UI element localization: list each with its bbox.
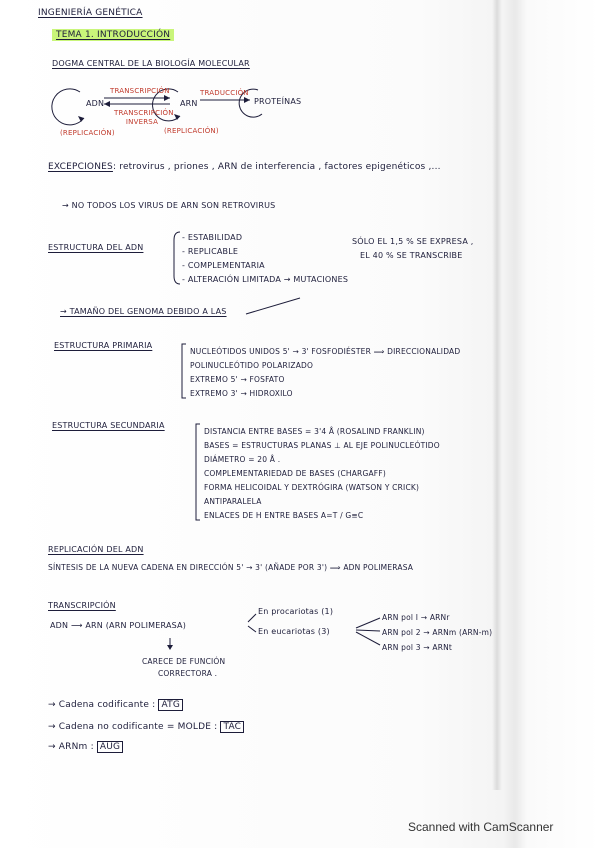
primary-structure-label: ESTRUCTURA PRIMARIA bbox=[54, 341, 153, 350]
topic-highlight: TEMA 1. INTRODUCCIÓN bbox=[52, 29, 174, 41]
primary-item-4: EXTREMO 3' → HIDROXILO bbox=[190, 389, 293, 398]
replication-heading: REPLICACIÓN DEL ADN bbox=[48, 545, 144, 554]
secondary-item-7: ENLACES DE H ENTRE BASES A=T / G≡C bbox=[204, 511, 364, 520]
corrector-note-2: CORRECTORA . bbox=[158, 669, 218, 678]
arn-label: ARN bbox=[180, 99, 198, 108]
adn-label: ADN bbox=[86, 99, 105, 108]
exceptions-text: : retrovirus , priones , ARN de interferencia , factores epigenéticos ,... bbox=[112, 162, 441, 172]
pol3-text: ARN pol 3 → ARNt bbox=[382, 643, 453, 652]
proteins-label: PROTEÍNAS bbox=[254, 97, 302, 106]
template-strand-label: → Cadena no codificante = MOLDE : bbox=[48, 722, 218, 732]
replication-left-label: (REPLICACIÓN) bbox=[60, 129, 115, 137]
dna-prop-3: - COMPLEMENTARIA bbox=[182, 261, 265, 270]
transcription-heading: TRANSCRIPCIÓN bbox=[48, 601, 116, 610]
secondary-bracket bbox=[196, 424, 200, 520]
coding-strand-line bbox=[48, 700, 183, 711]
template-strand-line bbox=[48, 722, 244, 733]
coding-strand-label: → Cadena codificante : bbox=[48, 700, 156, 710]
expression-note-1: SÓLO EL 1,5 % SE EXPRESA , bbox=[352, 237, 474, 246]
pol2-text: ARN pol 2 → ARNm (ARN-m) bbox=[382, 628, 493, 637]
expression-note-2: EL 40 % SE TRANSCRIBE bbox=[360, 251, 463, 260]
secondary-item-2: BASES = ESTRUCTURAS PLANAS ⊥ AL EJE POLINUCLEÓTIDO bbox=[204, 441, 440, 450]
secondary-item-5: FORMA HELICOIDAL Y DEXTRÓGIRA (WATSON Y CRICK) bbox=[204, 483, 420, 492]
secondary-structure-label: ESTRUCTURA SECUNDARIA bbox=[52, 421, 165, 430]
exceptions-line bbox=[48, 162, 441, 173]
page-title: INGENIERÍA GENÉTICA bbox=[38, 8, 143, 18]
dna-prop-1: - ESTABILIDAD bbox=[182, 233, 243, 242]
primary-item-3: EXTREMO 5' → FOSFATO bbox=[190, 375, 285, 384]
transcription-main: ADN ⟶ ARN (ARN POLIMERASA) bbox=[50, 621, 187, 630]
transcription-label: TRANSCRIPCIÓN bbox=[110, 87, 170, 95]
dna-prop-2: - REPLICABLE bbox=[182, 247, 239, 256]
dogma-heading: DOGMA CENTRAL DE LA BIOLOGÍA MOLECULAR bbox=[52, 59, 250, 68]
translation-label: TRADUCCIÓN bbox=[200, 89, 249, 97]
template-strand-codon: TAC bbox=[220, 721, 244, 733]
corrector-note-1: CARECE DE FUNCIÓN bbox=[142, 657, 226, 666]
camscanner-watermark: Scanned with CamScanner bbox=[408, 820, 554, 834]
primary-bracket bbox=[182, 344, 186, 398]
mrna-line bbox=[48, 742, 123, 753]
replication-text: SÍNTESIS DE LA NUEVA CADENA EN DIRECCIÓN 5' → 3' (AÑADE POR 3') ⟹ ADN POLIMERASA bbox=[48, 563, 414, 572]
secondary-item-6: ANTIPARALELA bbox=[204, 497, 262, 506]
replication-right-label: (REPLICACIÓN) bbox=[164, 127, 219, 135]
genome-size-note: → TAMAÑO DEL GENOMA DEBIDO A LAS bbox=[60, 307, 227, 316]
eukaryotes-text: En eucariotas (3) bbox=[258, 627, 330, 636]
primary-item-2: POLINUCLEÓTIDO POLARIZADO bbox=[190, 361, 314, 370]
structure-bracket bbox=[174, 232, 180, 284]
mutation-link-arrow bbox=[246, 298, 300, 314]
secondary-item-4: COMPLEMENTARIEDAD DE BASES (CHARGAFF) bbox=[204, 469, 386, 478]
coding-strand-codon: ATG bbox=[158, 699, 183, 711]
dna-prop-4: - ALTERACIÓN LIMITADA → MUTACIONES bbox=[182, 275, 349, 284]
reverse-transcription-label: TRANSCRIPCIÓN INVERSA bbox=[114, 109, 174, 126]
adn-loop-arrowhead bbox=[78, 116, 84, 122]
mrna-label: → ARNm : bbox=[48, 742, 94, 752]
prokaryotes-text: En procariotas (1) bbox=[258, 607, 334, 616]
pol1-text: ARN pol I → ARNr bbox=[382, 613, 450, 622]
adn-replication-loop bbox=[52, 89, 84, 125]
primary-item-1: NUCLEÓTIDOS UNIDOS 5' → 3' FOSFODIÉSTER ⟹ DIRECCIONALIDAD bbox=[190, 347, 461, 356]
secondary-item-3: DIÁMETRO = 20 Å . bbox=[204, 455, 281, 464]
exceptions-label: EXCEPCIONES bbox=[48, 162, 113, 172]
secondary-item-1: DISTANCIA ENTRE BASES = 3'4 Å (ROSALIND FRANKLIN) bbox=[204, 427, 425, 436]
retrovirus-note: → NO TODOS LOS VIRUS DE ARN SON RETROVIRUS bbox=[62, 201, 276, 210]
dna-structure-label: ESTRUCTURA DEL ADN bbox=[48, 243, 144, 252]
mrna-codon: AUG bbox=[97, 741, 123, 753]
